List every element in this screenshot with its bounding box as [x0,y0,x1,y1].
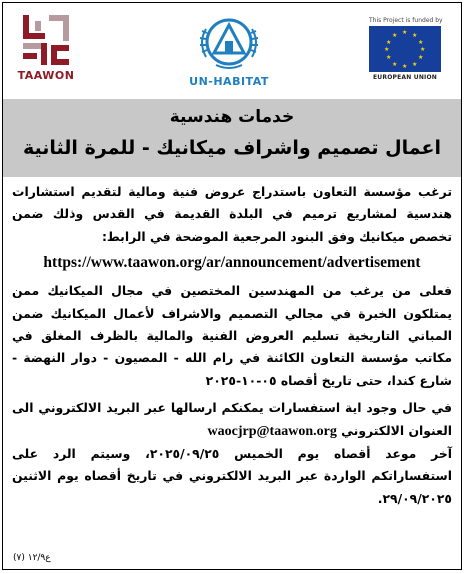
eu-flag-icon: ★ ★ ★ ★ ★ ★ ★ ★ ★ ★ ★ ★ [369,26,441,72]
announcement-body [3,181,461,510]
deadline-paragraph: آخر موعد أقصاه يوم الخميس ٢٠٢٥/٠٩/٢٥، وسيتم الرد على استفساراتكم الواردة عبر البريد الالكتروني في تاريخ أقصاه يوم الاثنين ٢٩/٠٩/٢٠٢٥. [12,446,452,506]
reference-code: ع١٢/٩ (٧) [13,553,51,563]
eu-name: EUROPEAN UNION [373,74,437,81]
page-subtitle: اعمال تصميم واشراف ميكانيك - للمرة الثانية [23,137,441,159]
intro-paragraph: ترغب مؤسسة التعاون باستدراج عروض فنية ومالية لتقديم استشارات هندسية لمشاريع ترميم في البلدة القديمة في القدس وذلك ضمن تخصص ميكانيك وفق البنود المرجعية الموضحة في الرابط: [12,184,452,244]
call-paragraph: فعلى من يرغب من المهندسين المختصين في مجال الميكانيك ممن يمتلكون الخبرة في مجالي التصميم والاشراف لأعمال الميكانيك ضمن المباني التاريخية تسليم العروض الفنية والمالية بالظرف المغلق في مكاتب مؤسسة التعاون الكائنة في رام الله - المصيون - دوار النهضة - شارع كندا، حتى تاريخ أقصاه ٠٥-١٠-٢٠٢٥ [12,283,452,388]
page-title: خدمات هندسية [169,107,295,127]
inquiries-text: في حال وجود اية استفسارات يمكنكم ارسالها عبر البريد الالكتروني الى العنوان الالكتروني [12,400,452,438]
advertisement-page [2,2,462,570]
taawon-name: TAAWON [17,69,75,82]
taawon-logo [17,13,75,93]
announcement-link[interactable]: https://www.taawon.org/ar/announcement/advertisement [43,254,421,272]
email-link[interactable]: waocjrp@taawon.org [207,423,337,439]
unhabitat-name: UN-HABITAT [189,75,269,88]
eu-logo [369,17,441,83]
unhabitat-logo [181,11,277,95]
eu-funded-text: This Project is funded by [369,17,443,24]
title-band [3,99,461,177]
inquiries-paragraph [12,397,452,443]
unhabitat-emblem-icon [194,11,264,73]
taawon-mark-icon [19,13,73,69]
logo-header [3,3,461,99]
